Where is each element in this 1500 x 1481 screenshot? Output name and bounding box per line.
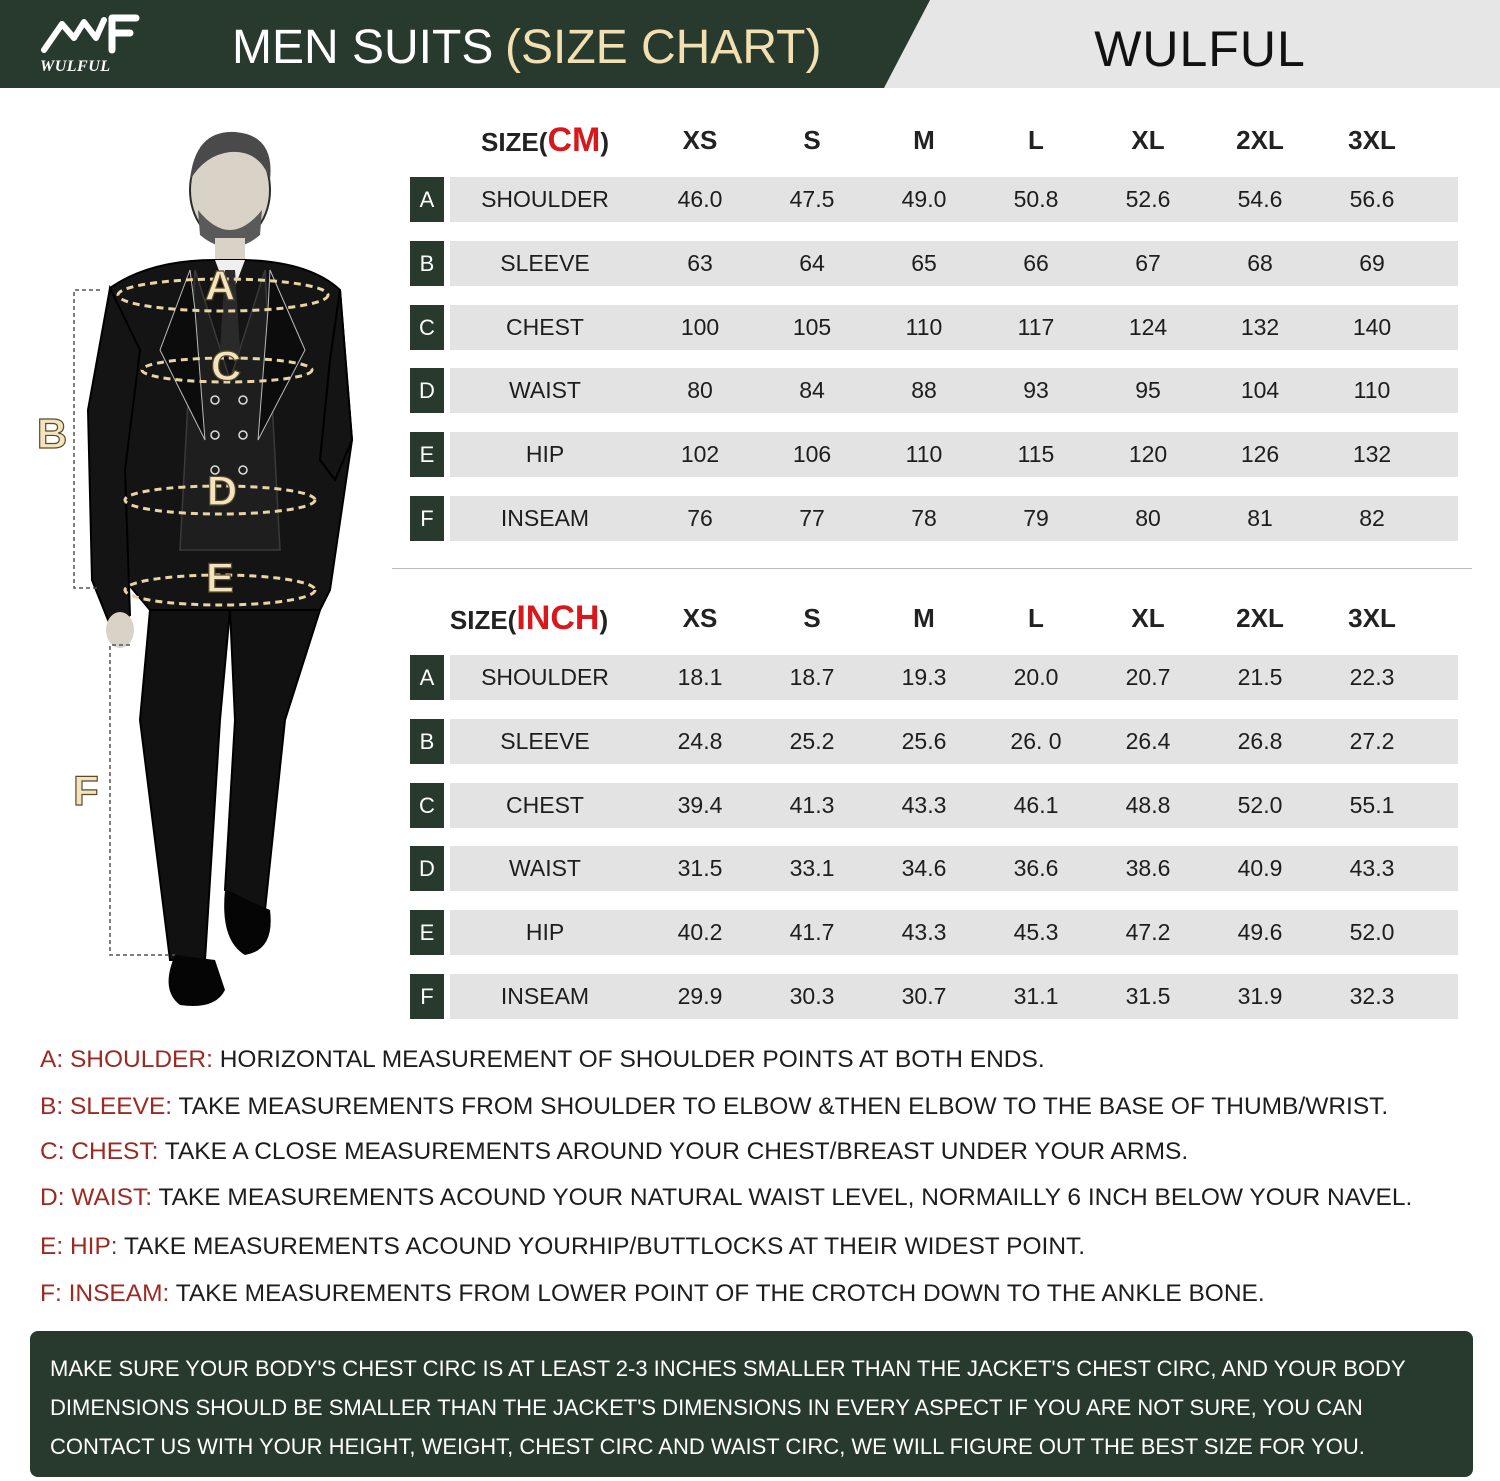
size-header-xl: XL: [1131, 125, 1165, 155]
table-cell: 117: [1017, 313, 1055, 340]
note-key: B: SLEEVE:: [40, 1093, 173, 1120]
row-letter-badge: D: [410, 846, 444, 891]
table-cell: 105: [792, 313, 832, 340]
figure-label-b: B: [36, 410, 68, 457]
table-cell: 64: [799, 249, 825, 276]
table-row: [410, 783, 1458, 828]
table-cell: 124: [1128, 313, 1168, 340]
table-cell: 78: [911, 505, 937, 531]
table-cell: 40.2: [677, 919, 723, 946]
table-cell: 45.3: [1013, 919, 1059, 946]
table-cell: 49.0: [901, 186, 947, 212]
row-letter-badge: B: [410, 719, 444, 764]
header-bar: [0, 0, 1500, 88]
note-text: TAKE MEASUREMENTS ACOUND YOUR NATURAL WAIST LEVEL, NORMAILLY 6 INCH BELOW YOUR NAVEL.: [152, 1184, 1413, 1211]
table-cell: 30.7: [901, 983, 947, 1009]
figure-label-f: F: [73, 767, 99, 814]
table-cell: 39.4: [677, 791, 723, 818]
page-subtitle: (SIZE CHART): [505, 21, 822, 74]
table-cell: 27.2: [1349, 727, 1395, 754]
table-cell: 68: [1247, 249, 1273, 276]
table-cell: 22.3: [1349, 664, 1395, 690]
table-cell: 41.3: [789, 791, 835, 818]
measurement-name: CHEST: [506, 313, 584, 340]
table-cell: 115: [1017, 441, 1055, 468]
table-cell: 31.5: [677, 855, 723, 882]
table-cell: 69: [1359, 249, 1385, 276]
table-cell: 26. 0: [1010, 727, 1062, 754]
size-header-m: M: [913, 603, 935, 633]
size-label-prefix: SIZE(: [449, 605, 517, 635]
row-letter-badge: E: [410, 432, 444, 477]
table-cell: 36.6: [1013, 855, 1059, 882]
size-header-l: L: [1028, 603, 1044, 633]
table-cell: 84: [799, 377, 825, 404]
page-title: MEN SUITS: [232, 21, 494, 74]
row-letter-badge: F: [410, 496, 444, 541]
size-header-3xl: 3XL: [1348, 125, 1396, 155]
size-header-xs: XS: [682, 125, 718, 155]
table-cell: 126: [1240, 441, 1280, 468]
size-header-xl: XL: [1131, 603, 1165, 633]
measurement-name: WAIST: [509, 377, 581, 404]
table-cell: 79: [1023, 505, 1049, 531]
table-cell: 20.7: [1125, 664, 1171, 690]
table-cell: 47.2: [1125, 919, 1171, 946]
measurement-name: HIP: [525, 919, 565, 946]
row-letter-badge: B: [410, 241, 444, 286]
size-label-suffix: ): [599, 605, 609, 635]
table-cell: 100: [680, 313, 720, 340]
table-cell: 21.5: [1237, 664, 1283, 690]
table-cell: 93: [1023, 377, 1049, 404]
note-key: D: WAIST:: [40, 1184, 153, 1211]
measurement-name: SLEEVE: [500, 727, 590, 754]
table-cell: 26.4: [1125, 727, 1171, 754]
size-header-xs: XS: [682, 603, 718, 633]
measurement-name: INSEAM: [500, 505, 590, 531]
table-row: [410, 974, 1458, 1019]
table-row: [410, 655, 1458, 700]
note-key: E: HIP:: [40, 1233, 118, 1260]
table-cell: 20.0: [1013, 664, 1059, 690]
table-cell: 120: [1128, 441, 1168, 468]
table-cell: 33.1: [789, 855, 835, 882]
brand-logo: [40, 12, 140, 78]
note-text: TAKE MEASUREMENTS FROM SHOULDER TO ELBOW &THEN ELBOW TO THE BASE OF THUMB/WRIST.: [172, 1093, 1389, 1120]
table-row: [410, 846, 1458, 891]
size-unit-label: [434, 599, 624, 638]
table-row: [410, 368, 1458, 413]
table-cell: 26.8: [1237, 727, 1283, 754]
note-key: A: SHOULDER:: [40, 1046, 213, 1073]
row-letter-badge: F: [410, 974, 444, 1019]
table-cell: 52.0: [1237, 791, 1283, 818]
table-cell: 48.8: [1125, 791, 1171, 818]
note-line: [40, 1093, 1388, 1121]
table-cell: 38.6: [1125, 855, 1171, 882]
table-divider: [392, 568, 1472, 569]
table-row: [410, 177, 1458, 222]
table-cell: 132: [1352, 441, 1392, 468]
table-cell: 18.7: [789, 664, 835, 690]
table-cell: 55.1: [1349, 791, 1395, 818]
measurement-name: CHEST: [506, 791, 584, 818]
table-row: [410, 910, 1458, 955]
note-line: [40, 1280, 1265, 1308]
figure-label-c: C: [210, 342, 242, 389]
table-cell: 95: [1135, 377, 1161, 404]
advice-box: [30, 1331, 1473, 1477]
table-cell: 25.2: [789, 727, 835, 754]
size-label-prefix: SIZE(: [480, 127, 548, 157]
note-text: TAKE MEASUREMENTS FROM LOWER POINT OF THE CROTCH DOWN TO THE ANKLE BONE.: [169, 1280, 1265, 1307]
size-header-s: S: [803, 603, 821, 633]
figure-label-a: A: [204, 262, 236, 309]
note-line: [40, 1233, 1085, 1261]
note-text: TAKE A CLOSE MEASUREMENTS AROUND YOUR CHEST/BREAST UNDER YOUR ARMS.: [158, 1138, 1189, 1165]
table-cell: 77: [799, 505, 825, 531]
size-header-2xl: 2XL: [1236, 603, 1284, 633]
table-cell: 19.3: [901, 664, 947, 690]
row-letter-badge: A: [410, 655, 444, 700]
table-cell: 40.9: [1237, 855, 1283, 882]
note-text: HORIZONTAL MEASUREMENT OF SHOULDER POINTS AT BOTH ENDS.: [212, 1046, 1045, 1073]
size-header-2xl: 2XL: [1236, 125, 1284, 155]
table-cell: 43.3: [1349, 855, 1395, 882]
table-cell: 66: [1023, 249, 1049, 276]
table-row: [410, 305, 1458, 350]
man-in-suit-illustration: [30, 110, 370, 1030]
table-cell: 41.7: [789, 919, 835, 946]
suit-figure: [30, 110, 370, 1030]
table-cell: 81: [1247, 505, 1273, 531]
size-header-row: [410, 593, 1458, 643]
row-letter-badge: A: [410, 177, 444, 222]
size-header-3xl: 3XL: [1348, 603, 1396, 633]
table-cell: 56.6: [1349, 186, 1395, 212]
table-cell: 32.3: [1349, 983, 1395, 1009]
table-cell: 82: [1359, 505, 1385, 531]
table-cell: 31.1: [1013, 983, 1059, 1009]
size-label-suffix: ): [600, 127, 609, 157]
wolf-logo-icon: [40, 12, 140, 56]
figure-label-e: E: [205, 554, 235, 601]
table-cell: 46.1: [1013, 791, 1059, 818]
table-cell: 52.6: [1125, 186, 1171, 212]
note-line: [40, 1046, 1045, 1074]
measurement-name: WAIST: [509, 855, 581, 882]
measurement-name: SHOULDER: [481, 186, 609, 212]
table-cell: 47.5: [789, 186, 835, 212]
row-letter-badge: D: [410, 368, 444, 413]
table-cell: 25.6: [901, 727, 947, 754]
row-letter-badge: C: [410, 305, 444, 350]
table-cell: 76: [687, 505, 713, 531]
note-line: [40, 1184, 1412, 1212]
table-cell: 106: [792, 441, 832, 468]
table-row: [410, 432, 1458, 477]
logo-wordmark: WULFUL: [40, 58, 111, 75]
table-row: [410, 719, 1458, 764]
table-cell: 80: [1135, 505, 1161, 531]
table-row: [410, 496, 1458, 541]
size-unit: CM: [547, 121, 601, 159]
table-cell: 54.6: [1237, 186, 1283, 212]
advice-text: MAKE SURE YOUR BODY'S CHEST CIRC IS AT LEAST 2-3 INCHES SMALLER THAN THE JACKET'S CHEST CIRC, AND YOUR BODY DIMENSIONS SHOULD BE SMALLER THAN THE JACKET'S DIMENSIONS IN EVERY ASPECT IF YOU ARE NOT SURE, YOU CAN CONTACT US WITH YOUR HEIGHT, WEIGHT, CHEST CIRC AND WAIST CIRC, WE WILL FIGURE OUT THE BEST SIZE FOR YOU.: [50, 1356, 1406, 1459]
table-row: [410, 241, 1458, 286]
table-cell: 80: [687, 377, 713, 404]
table-cell: 43.3: [901, 919, 947, 946]
table-cell: 34.6: [901, 855, 947, 882]
table-cell: 43.3: [901, 791, 947, 818]
table-cell: 88: [911, 377, 937, 404]
table-cell: 31.9: [1237, 983, 1283, 1009]
table-cell: 24.8: [677, 727, 723, 754]
table-cell: 52.0: [1349, 919, 1395, 946]
measurement-name: HIP: [525, 441, 565, 468]
table-cell: 132: [1240, 313, 1280, 340]
note-key: C: CHEST:: [40, 1138, 159, 1165]
table-cell: 67: [1135, 249, 1161, 276]
table-cell: 30.3: [789, 983, 835, 1009]
brand-name: WULFUL: [1094, 21, 1306, 77]
table-cell: 110: [905, 313, 943, 340]
note-text: TAKE MEASUREMENTS ACOUND YOURHIP/BUTTLOCKS AT THEIR WIDEST POINT.: [117, 1233, 1086, 1260]
measurement-name: SLEEVE: [500, 249, 590, 276]
table-cell: 110: [1353, 377, 1391, 404]
table-cell: 63: [687, 249, 713, 276]
size-table-cm: [410, 115, 1458, 531]
size-header-m: M: [913, 125, 935, 155]
row-letter-badge: C: [410, 783, 444, 828]
size-table-inch: [410, 593, 1458, 1009]
note-key: F: INSEAM:: [40, 1280, 170, 1307]
note-line: [40, 1138, 1188, 1166]
figure-label-d: D: [206, 467, 238, 514]
table-cell: 50.8: [1013, 186, 1059, 212]
table-cell: 31.5: [1125, 983, 1171, 1009]
table-cell: 110: [905, 441, 943, 468]
table-cell: 65: [911, 249, 937, 276]
size-header-row: [410, 115, 1458, 165]
size-header-s: S: [803, 125, 821, 155]
table-cell: 104: [1240, 377, 1280, 404]
table-cell: 18.1: [677, 664, 723, 690]
measurement-name: SHOULDER: [481, 664, 609, 690]
measurement-name: INSEAM: [500, 983, 590, 1009]
table-cell: 49.6: [1237, 919, 1283, 946]
table-cell: 140: [1352, 313, 1392, 340]
size-header-l: L: [1028, 125, 1044, 155]
row-letter-badge: E: [410, 910, 444, 955]
table-cell: 102: [680, 441, 720, 468]
size-unit-label: [450, 121, 640, 160]
table-cell: 46.0: [677, 186, 723, 212]
table-cell: 29.9: [677, 983, 723, 1009]
size-unit: INCH: [516, 599, 600, 637]
